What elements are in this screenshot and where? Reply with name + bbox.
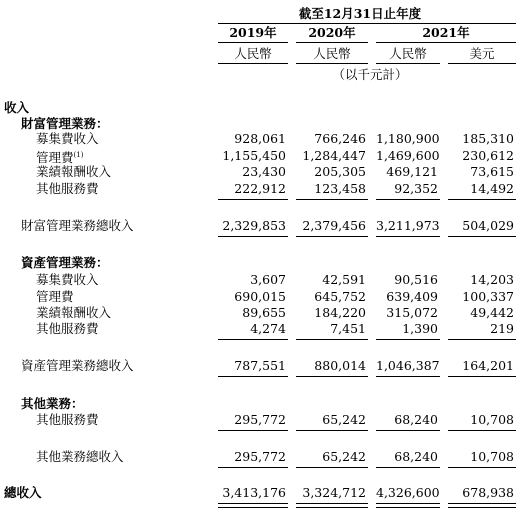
currency-rule-2 bbox=[296, 63, 368, 64]
row-label: 其他服務費 bbox=[36, 412, 99, 427]
section-title-wealth: 財富管理業務： bbox=[21, 116, 109, 131]
cell: 1,180,900 bbox=[376, 131, 440, 146]
cell: 65,242 bbox=[322, 412, 366, 427]
grand-total-double-rule bbox=[376, 503, 440, 508]
cell: 92,352 bbox=[394, 181, 438, 196]
cell: 7,451 bbox=[330, 321, 366, 336]
total-rule bbox=[448, 376, 516, 377]
total-cell: 1,046,387 bbox=[376, 358, 440, 373]
currency-rule-4 bbox=[448, 63, 516, 64]
currency-2021-usd: 美元 bbox=[469, 46, 495, 61]
cell: 315,072 bbox=[386, 305, 438, 320]
grand-total-double-rule bbox=[218, 503, 288, 508]
row-label: 管理費 bbox=[36, 289, 74, 304]
cell: 89,655 bbox=[242, 305, 286, 320]
section-title-other: 其他業務： bbox=[21, 396, 84, 411]
cell: 49,442 bbox=[470, 305, 514, 320]
total-cell: 3,211,973 bbox=[376, 218, 440, 233]
total-cell: 164,201 bbox=[462, 358, 514, 373]
total-label: 財富管理業務總收入 bbox=[21, 218, 134, 233]
row-label-text: 管理費 bbox=[36, 150, 74, 165]
section-title-asset: 資產管理業務： bbox=[21, 255, 109, 270]
currency-2020: 人民幣 bbox=[313, 46, 351, 61]
total-rule bbox=[218, 236, 288, 237]
grand-total-cell: 4,326,600 bbox=[376, 485, 440, 500]
cell: 14,492 bbox=[470, 181, 514, 196]
total-cell: 880,014 bbox=[314, 358, 366, 373]
total-label: 資產管理業務總收入 bbox=[21, 358, 134, 373]
year-rule-2021 bbox=[376, 42, 516, 43]
cell: 3,607 bbox=[250, 272, 286, 287]
total-rule bbox=[296, 236, 368, 237]
unit-note: （以千元計） bbox=[332, 67, 408, 82]
year-rule-2019 bbox=[218, 42, 288, 43]
revenue-label: 收入 bbox=[4, 100, 30, 115]
total-cell: 787,551 bbox=[234, 358, 286, 373]
grand-total-cell: 3,413,176 bbox=[222, 485, 286, 500]
total-cell: 68,240 bbox=[394, 449, 438, 464]
period-rule bbox=[218, 23, 516, 24]
cell: 1,390 bbox=[402, 321, 438, 336]
total-cell: 295,772 bbox=[234, 449, 286, 464]
currency-rule-3 bbox=[376, 63, 440, 64]
cell: 90,516 bbox=[394, 272, 438, 287]
grand-total-double-rule bbox=[448, 503, 516, 508]
cell: 185,310 bbox=[462, 131, 514, 146]
year-rule-2020 bbox=[296, 42, 368, 43]
total-cell: 504,029 bbox=[462, 218, 514, 233]
grand-total-double-rule bbox=[296, 503, 368, 508]
row-label: 募集費收入 bbox=[36, 272, 99, 287]
period-heading: 截至12月31日止年度 bbox=[298, 6, 422, 21]
cell: 184,220 bbox=[314, 305, 366, 320]
total-rule bbox=[376, 467, 440, 468]
subtotal-rule bbox=[448, 430, 516, 431]
total-cell: 65,242 bbox=[322, 449, 366, 464]
cell: 230,612 bbox=[462, 148, 514, 163]
grand-total-label: 總收入 bbox=[4, 485, 42, 500]
total-rule bbox=[448, 236, 516, 237]
subtotal-rule bbox=[376, 199, 440, 200]
total-rule bbox=[376, 376, 440, 377]
grand-total-cell: 3,324,712 bbox=[302, 485, 366, 500]
currency-2019: 人民幣 bbox=[234, 46, 272, 61]
subtotal-rule bbox=[218, 339, 288, 340]
cell: 68,240 bbox=[394, 412, 438, 427]
row-label: 募集費收入 bbox=[36, 131, 99, 146]
cell: 1,284,447 bbox=[302, 148, 366, 163]
subtotal-rule bbox=[218, 430, 288, 431]
subtotal-rule bbox=[296, 199, 368, 200]
cell: 205,305 bbox=[314, 164, 366, 179]
year-2020: 2020年 bbox=[308, 25, 356, 40]
cell: 1,469,600 bbox=[376, 148, 440, 163]
currency-rule-1 bbox=[218, 63, 288, 64]
cell: 928,061 bbox=[234, 131, 286, 146]
subtotal-rule bbox=[296, 339, 368, 340]
subtotal-rule bbox=[448, 199, 516, 200]
total-cell: 10,708 bbox=[470, 449, 514, 464]
total-rule bbox=[296, 376, 368, 377]
total-rule bbox=[376, 236, 440, 237]
row-label: 其他服務費 bbox=[36, 181, 99, 196]
cell: 639,409 bbox=[386, 289, 438, 304]
cell: 14,203 bbox=[470, 272, 514, 287]
cell: 10,708 bbox=[470, 412, 514, 427]
row-label bbox=[36, 148, 83, 165]
footnote-marker: (1) bbox=[73, 151, 84, 159]
cell: 42,591 bbox=[322, 272, 366, 287]
total-rule bbox=[218, 467, 288, 468]
cell: 766,246 bbox=[314, 131, 366, 146]
cell: 23,430 bbox=[242, 164, 286, 179]
cell: 4,274 bbox=[250, 321, 286, 336]
subtotal-rule bbox=[448, 339, 516, 340]
year-2021: 2021年 bbox=[422, 25, 470, 40]
subtotal-rule bbox=[218, 199, 288, 200]
total-label: 其他業務總收入 bbox=[36, 449, 124, 464]
cell: 1,155,450 bbox=[222, 148, 286, 163]
cell: 123,458 bbox=[314, 181, 366, 196]
row-label: 業績報酬收入 bbox=[36, 164, 112, 179]
cell: 100,337 bbox=[462, 289, 514, 304]
subtotal-rule bbox=[376, 339, 440, 340]
cell: 222,912 bbox=[234, 181, 286, 196]
total-cell: 2,329,853 bbox=[222, 218, 286, 233]
subtotal-rule bbox=[296, 430, 368, 431]
cell: 73,615 bbox=[470, 164, 514, 179]
year-2019: 2019年 bbox=[229, 25, 277, 40]
cell: 469,121 bbox=[386, 164, 438, 179]
row-label: 其他服務費 bbox=[36, 321, 99, 336]
cell: 295,772 bbox=[234, 412, 286, 427]
cell: 690,015 bbox=[234, 289, 286, 304]
subtotal-rule bbox=[376, 430, 440, 431]
total-rule bbox=[448, 467, 516, 468]
total-cell: 2,379,456 bbox=[302, 218, 366, 233]
total-rule bbox=[296, 467, 368, 468]
total-rule bbox=[218, 376, 288, 377]
cell: 645,752 bbox=[314, 289, 366, 304]
row-label: 業績報酬收入 bbox=[36, 305, 112, 320]
cell: 219 bbox=[490, 321, 514, 336]
grand-total-cell: 678,938 bbox=[462, 485, 514, 500]
currency-2021-rmb: 人民幣 bbox=[389, 46, 427, 61]
